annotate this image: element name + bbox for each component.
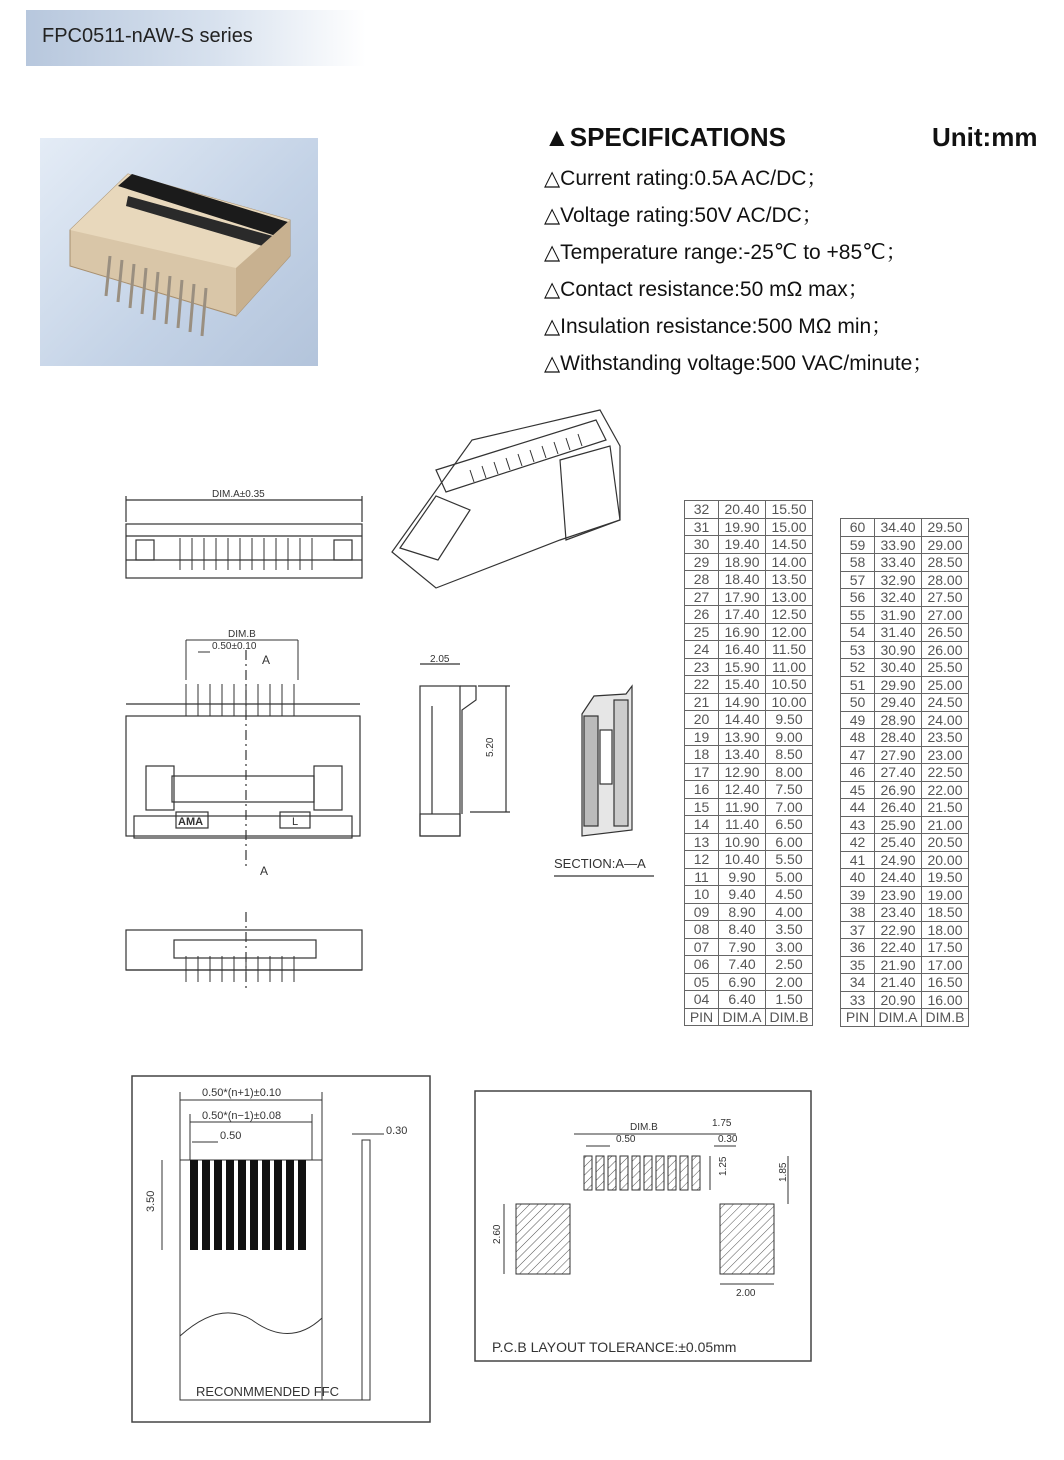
table-cell: 24.00 bbox=[922, 711, 969, 729]
table-cell: 10.00 bbox=[766, 693, 813, 711]
table-cell: 4.00 bbox=[766, 903, 813, 921]
table-cell: 20.00 bbox=[922, 851, 969, 869]
table-cell: 8.90 bbox=[719, 903, 766, 921]
width-205-label: 2.05 bbox=[430, 654, 450, 665]
table-cell: 1.50 bbox=[766, 991, 813, 1009]
table-cell: 15.00 bbox=[766, 518, 813, 536]
table-cell: 24 bbox=[685, 641, 719, 659]
series-title: FPC0511-nAW-S series bbox=[42, 25, 253, 47]
table-row bbox=[685, 518, 813, 536]
table-cell: 9.40 bbox=[719, 886, 766, 904]
table-row bbox=[685, 903, 813, 921]
table-header-row bbox=[685, 1008, 813, 1026]
table-cell: 46 bbox=[841, 764, 875, 782]
table-cell: 4.50 bbox=[766, 886, 813, 904]
column-header: DIM.B bbox=[922, 1009, 969, 1027]
table-row bbox=[685, 588, 813, 606]
section-label: SECTION:A—A bbox=[554, 856, 646, 871]
table-cell: 48 bbox=[841, 729, 875, 747]
table-cell: 25.50 bbox=[922, 659, 969, 677]
table-cell: 27.90 bbox=[875, 746, 922, 764]
dim-b-label: DIM.B bbox=[228, 629, 256, 640]
table-row bbox=[685, 623, 813, 641]
table-row bbox=[685, 676, 813, 694]
recommended-ffc-drawing bbox=[130, 1074, 432, 1426]
table-cell: 22 bbox=[685, 676, 719, 694]
table-cell: 11.00 bbox=[766, 658, 813, 676]
table-row bbox=[685, 781, 813, 799]
table-cell: 23.90 bbox=[875, 886, 922, 904]
table-cell: 28 bbox=[685, 571, 719, 589]
pcb-pad-left bbox=[516, 1204, 570, 1274]
table-row bbox=[841, 676, 969, 694]
table-cell: 27 bbox=[685, 588, 719, 606]
table-cell: 9.90 bbox=[719, 868, 766, 886]
table-cell: 20 bbox=[685, 711, 719, 729]
table-cell: 8.50 bbox=[766, 746, 813, 764]
table-row bbox=[685, 536, 813, 554]
table-cell: 33 bbox=[841, 991, 875, 1009]
table-cell: 32 bbox=[685, 501, 719, 519]
column-header: PIN bbox=[841, 1009, 875, 1027]
table-row bbox=[685, 606, 813, 624]
table-row bbox=[685, 553, 813, 571]
table-cell: 49 bbox=[841, 711, 875, 729]
table-row bbox=[685, 956, 813, 974]
table-row bbox=[685, 501, 813, 519]
table-row bbox=[685, 851, 813, 869]
table-cell: 16.40 bbox=[719, 641, 766, 659]
table-cell: 06 bbox=[685, 956, 719, 974]
product-photo bbox=[40, 138, 318, 366]
table-cell: 10 bbox=[685, 886, 719, 904]
table-cell: 26.50 bbox=[922, 624, 969, 642]
table-cell: 16.50 bbox=[922, 974, 969, 992]
table-cell: 52 bbox=[841, 659, 875, 677]
table-cell: 8.40 bbox=[719, 921, 766, 939]
table-cell: 10.50 bbox=[766, 676, 813, 694]
table-row bbox=[841, 536, 969, 554]
table-cell: 20.90 bbox=[875, 991, 922, 1009]
pin-table-right bbox=[840, 518, 969, 1027]
table-cell: 30.40 bbox=[875, 659, 922, 677]
connector-illustration bbox=[40, 138, 318, 366]
table-row bbox=[841, 834, 969, 852]
table-cell: 13.00 bbox=[766, 588, 813, 606]
ffc-height: 3.50 bbox=[145, 1190, 157, 1212]
table-cell: 29.90 bbox=[875, 676, 922, 694]
table-cell: 5.50 bbox=[766, 851, 813, 869]
table-cell: 04 bbox=[685, 991, 719, 1009]
table-cell: 36 bbox=[841, 939, 875, 957]
table-cell: 28.90 bbox=[875, 711, 922, 729]
table-cell: 28.40 bbox=[875, 729, 922, 747]
table-cell: 22.90 bbox=[875, 921, 922, 939]
table-cell: 56 bbox=[841, 589, 875, 607]
table-row bbox=[685, 991, 813, 1009]
table-cell: 2.50 bbox=[766, 956, 813, 974]
spec-current-rating: △Current rating:0.5A AC/DC； bbox=[544, 167, 828, 190]
table-cell: 14 bbox=[685, 816, 719, 834]
column-header: DIM.A bbox=[719, 1008, 766, 1026]
table-cell: 13 bbox=[685, 833, 719, 851]
table-cell: 18.00 bbox=[922, 921, 969, 939]
table-cell: 19.50 bbox=[922, 869, 969, 887]
table-row bbox=[685, 938, 813, 956]
table-cell: 14.50 bbox=[766, 536, 813, 554]
table-row bbox=[685, 728, 813, 746]
table-cell: 30.90 bbox=[875, 641, 922, 659]
table-cell: 26 bbox=[685, 606, 719, 624]
table-cell: 24.90 bbox=[875, 851, 922, 869]
table-cell: 25.40 bbox=[875, 834, 922, 852]
table-row bbox=[685, 746, 813, 764]
table-row bbox=[685, 868, 813, 886]
pcb-pad-right bbox=[720, 1204, 774, 1274]
pcb-layout-drawing bbox=[474, 1090, 812, 1362]
table-row bbox=[841, 886, 969, 904]
table-cell: 22.00 bbox=[922, 781, 969, 799]
pcb-dim-030: 0.30 bbox=[718, 1134, 738, 1145]
table-row bbox=[841, 606, 969, 624]
table-cell: 51 bbox=[841, 676, 875, 694]
table-cell: 23 bbox=[685, 658, 719, 676]
table-cell: 17 bbox=[685, 763, 719, 781]
table-cell: 53 bbox=[841, 641, 875, 659]
pin-table-left bbox=[684, 500, 813, 1026]
table-row bbox=[841, 659, 969, 677]
table-cell: 32.90 bbox=[875, 571, 922, 589]
table-cell: 50 bbox=[841, 694, 875, 712]
table-cell: 42 bbox=[841, 834, 875, 852]
table-row bbox=[841, 974, 969, 992]
table-row bbox=[685, 641, 813, 659]
table-cell: 26.90 bbox=[875, 781, 922, 799]
table-cell: 10.40 bbox=[719, 851, 766, 869]
table-cell: 26.00 bbox=[922, 641, 969, 659]
table-cell: 39 bbox=[841, 886, 875, 904]
table-cell: 12.50 bbox=[766, 606, 813, 624]
table-cell: 28.50 bbox=[922, 554, 969, 572]
column-header: DIM.A bbox=[875, 1009, 922, 1027]
height-520-label: 5.20 bbox=[485, 737, 496, 757]
table-cell: 17.40 bbox=[719, 606, 766, 624]
table-row bbox=[841, 711, 969, 729]
table-cell: 11.90 bbox=[719, 798, 766, 816]
table-cell: 6.40 bbox=[719, 991, 766, 1009]
table-row bbox=[685, 798, 813, 816]
table-row bbox=[685, 833, 813, 851]
unit-label: Unit:mm bbox=[932, 122, 1038, 152]
table-row bbox=[685, 693, 813, 711]
table-cell: 35 bbox=[841, 956, 875, 974]
table-row bbox=[841, 764, 969, 782]
table-cell: 21.90 bbox=[875, 956, 922, 974]
table-cell: 7.00 bbox=[766, 798, 813, 816]
pcb-dim-200: 2.00 bbox=[736, 1288, 756, 1299]
table-cell: 18.90 bbox=[719, 553, 766, 571]
table-cell: 34 bbox=[841, 974, 875, 992]
isometric-view bbox=[392, 410, 620, 588]
table-row bbox=[685, 973, 813, 991]
table-cell: 44 bbox=[841, 799, 875, 817]
pcb-caption: P.C.B LAYOUT TOLERANCE:±0.05mm bbox=[492, 1339, 737, 1355]
table-cell: 2.00 bbox=[766, 973, 813, 991]
table-cell: 58 bbox=[841, 554, 875, 572]
table-cell: 11 bbox=[685, 868, 719, 886]
table-row bbox=[841, 781, 969, 799]
table-row bbox=[685, 571, 813, 589]
table-cell: 54 bbox=[841, 624, 875, 642]
pitch-label: 0.50±0.10 bbox=[212, 641, 257, 652]
table-cell: 16 bbox=[685, 781, 719, 799]
table-cell: 33.40 bbox=[875, 554, 922, 572]
table-cell: 9.00 bbox=[766, 728, 813, 746]
ffc-dim-total: 0.50*(n+1)±0.10 bbox=[202, 1087, 282, 1099]
table-cell: 55 bbox=[841, 606, 875, 624]
table-cell: 14.00 bbox=[766, 553, 813, 571]
table-row bbox=[685, 816, 813, 834]
table-cell: 23.00 bbox=[922, 746, 969, 764]
section-arrow-bottom: A bbox=[260, 864, 269, 878]
table-cell: 28.00 bbox=[922, 571, 969, 589]
table-cell: 31.40 bbox=[875, 624, 922, 642]
l-mark: L bbox=[292, 816, 299, 828]
table-cell: 14.90 bbox=[719, 693, 766, 711]
table-row bbox=[841, 869, 969, 887]
table-row bbox=[841, 729, 969, 747]
table-cell: 15.90 bbox=[719, 658, 766, 676]
table-cell: 31.90 bbox=[875, 606, 922, 624]
table-row bbox=[685, 658, 813, 676]
ffc-thickness: 0.30 bbox=[386, 1125, 408, 1137]
table-cell: 25.00 bbox=[922, 676, 969, 694]
series-header bbox=[26, 10, 366, 66]
table-row bbox=[841, 641, 969, 659]
table-cell: 6.90 bbox=[719, 973, 766, 991]
table-row bbox=[841, 991, 969, 1009]
table-cell: 08 bbox=[685, 921, 719, 939]
table-row bbox=[685, 763, 813, 781]
table-row bbox=[685, 711, 813, 729]
table-cell: 27.50 bbox=[922, 589, 969, 607]
table-cell: 18.50 bbox=[922, 904, 969, 922]
table-cell: 5.00 bbox=[766, 868, 813, 886]
table-cell: 59 bbox=[841, 536, 875, 554]
column-header: PIN bbox=[685, 1008, 719, 1026]
table-cell: 3.50 bbox=[766, 921, 813, 939]
table-cell: 27.00 bbox=[922, 606, 969, 624]
table-cell: 20.40 bbox=[719, 501, 766, 519]
table-row bbox=[841, 589, 969, 607]
table-cell: 09 bbox=[685, 903, 719, 921]
table-cell: 15.40 bbox=[719, 676, 766, 694]
table-cell: 13.50 bbox=[766, 571, 813, 589]
spec-withstanding-voltage: △Withstanding voltage:500 VAC/minute； bbox=[544, 352, 934, 375]
table-cell: 8.00 bbox=[766, 763, 813, 781]
table-row bbox=[841, 939, 969, 957]
mechanical-drawing bbox=[0, 395, 680, 995]
table-cell: 22.40 bbox=[875, 939, 922, 957]
pcb-dim-b: DIM.B bbox=[630, 1122, 658, 1133]
table-cell: 21.50 bbox=[922, 799, 969, 817]
table-cell: 21 bbox=[685, 693, 719, 711]
table-cell: 29 bbox=[685, 553, 719, 571]
table-cell: 23.50 bbox=[922, 729, 969, 747]
pcb-dim-260: 2.60 bbox=[492, 1224, 503, 1244]
ffc-dim-inner: 0.50*(n−1)±0.08 bbox=[202, 1110, 282, 1122]
table-row bbox=[841, 921, 969, 939]
pcb-pitch: 0.50 bbox=[616, 1134, 636, 1145]
table-row bbox=[841, 799, 969, 817]
table-cell: 19.40 bbox=[719, 536, 766, 554]
table-cell: 6.00 bbox=[766, 833, 813, 851]
table-cell: 21.40 bbox=[875, 974, 922, 992]
table-cell: 13.90 bbox=[719, 728, 766, 746]
table-row bbox=[841, 554, 969, 572]
pcb-dim-125: 1.25 bbox=[718, 1156, 729, 1176]
table-cell: 07 bbox=[685, 938, 719, 956]
table-row bbox=[841, 816, 969, 834]
table-cell: 15.50 bbox=[766, 501, 813, 519]
table-cell: 45 bbox=[841, 781, 875, 799]
table-cell: 24.50 bbox=[922, 694, 969, 712]
spec-temperature-range: △Temperature range:-25℃ to +85℃； bbox=[544, 241, 907, 264]
table-cell: 18.40 bbox=[719, 571, 766, 589]
table-row bbox=[685, 921, 813, 939]
spec-voltage-rating: △Voltage rating:50V AC/DC； bbox=[544, 204, 823, 227]
table-cell: 05 bbox=[685, 973, 719, 991]
ffc-caption: RECONMMENDED FFC bbox=[196, 1384, 339, 1399]
table-row bbox=[841, 851, 969, 869]
table-cell: 11.40 bbox=[719, 816, 766, 834]
table-row bbox=[841, 571, 969, 589]
table-cell: 25 bbox=[685, 623, 719, 641]
table-row bbox=[841, 956, 969, 974]
table-cell: 12.40 bbox=[719, 781, 766, 799]
table-cell: 22.50 bbox=[922, 764, 969, 782]
ffc-dim-pitch: 0.50 bbox=[220, 1130, 242, 1142]
table-cell: 26.40 bbox=[875, 799, 922, 817]
table-cell: 7.90 bbox=[719, 938, 766, 956]
table-cell: 12 bbox=[685, 851, 719, 869]
ama-mark: AMA bbox=[178, 816, 204, 828]
table-cell: 9.50 bbox=[766, 711, 813, 729]
table-cell: 20.50 bbox=[922, 834, 969, 852]
table-cell: 34.40 bbox=[875, 519, 922, 537]
table-cell: 29.40 bbox=[875, 694, 922, 712]
table-row bbox=[841, 694, 969, 712]
table-cell: 17.00 bbox=[922, 956, 969, 974]
table-cell: 37 bbox=[841, 921, 875, 939]
table-header-row bbox=[841, 1009, 969, 1027]
table-cell: 24.40 bbox=[875, 869, 922, 887]
table-cell: 18 bbox=[685, 746, 719, 764]
table-row bbox=[841, 904, 969, 922]
pcb-dim-185: 1.85 bbox=[778, 1162, 789, 1182]
table-cell: 19.00 bbox=[922, 886, 969, 904]
table-row bbox=[841, 746, 969, 764]
front-view-body bbox=[126, 524, 362, 578]
table-cell: 17.50 bbox=[922, 939, 969, 957]
table-row bbox=[685, 886, 813, 904]
table-cell: 31 bbox=[685, 518, 719, 536]
table-cell: 23.40 bbox=[875, 904, 922, 922]
column-header: DIM.B bbox=[766, 1008, 813, 1026]
bottom-view-body bbox=[126, 930, 362, 970]
spec-contact-resistance: △Contact resistance:50 mΩ max； bbox=[544, 278, 869, 301]
table-cell: 57 bbox=[841, 571, 875, 589]
table-cell: 3.00 bbox=[766, 938, 813, 956]
table-cell: 27.40 bbox=[875, 764, 922, 782]
specifications-title: ▲SPECIFICATIONS bbox=[544, 122, 786, 152]
table-cell: 43 bbox=[841, 816, 875, 834]
table-cell: 41 bbox=[841, 851, 875, 869]
pcb-dim-175: 1.75 bbox=[712, 1118, 732, 1129]
table-cell: 16.90 bbox=[719, 623, 766, 641]
table-cell: 13.40 bbox=[719, 746, 766, 764]
table-cell: 47 bbox=[841, 746, 875, 764]
table-cell: 12.90 bbox=[719, 763, 766, 781]
table-cell: 10.90 bbox=[719, 833, 766, 851]
table-cell: 21.00 bbox=[922, 816, 969, 834]
table-cell: 19.90 bbox=[719, 518, 766, 536]
table-cell: 29.00 bbox=[922, 536, 969, 554]
table-cell: 30 bbox=[685, 536, 719, 554]
table-cell: 40 bbox=[841, 869, 875, 887]
table-cell: 32.40 bbox=[875, 589, 922, 607]
table-cell: 7.40 bbox=[719, 956, 766, 974]
table-cell: 7.50 bbox=[766, 781, 813, 799]
table-cell: 14.40 bbox=[719, 711, 766, 729]
table-cell: 25.90 bbox=[875, 816, 922, 834]
table-cell: 15 bbox=[685, 798, 719, 816]
table-cell: 38 bbox=[841, 904, 875, 922]
section-view bbox=[554, 686, 654, 876]
section-arrow-top: A bbox=[262, 653, 271, 667]
dim-a-label: DIM.A±0.35 bbox=[212, 489, 265, 500]
table-row bbox=[841, 519, 969, 537]
table-cell: 19 bbox=[685, 728, 719, 746]
table-cell: 29.50 bbox=[922, 519, 969, 537]
table-cell: 12.00 bbox=[766, 623, 813, 641]
table-cell: 60 bbox=[841, 519, 875, 537]
spec-insulation-resistance: △Insulation resistance:500 MΩ min； bbox=[544, 315, 893, 338]
table-cell: 33.90 bbox=[875, 536, 922, 554]
table-cell: 11.50 bbox=[766, 641, 813, 659]
table-cell: 6.50 bbox=[766, 816, 813, 834]
table-cell: 17.90 bbox=[719, 588, 766, 606]
table-cell: 16.00 bbox=[922, 991, 969, 1009]
table-row bbox=[841, 624, 969, 642]
